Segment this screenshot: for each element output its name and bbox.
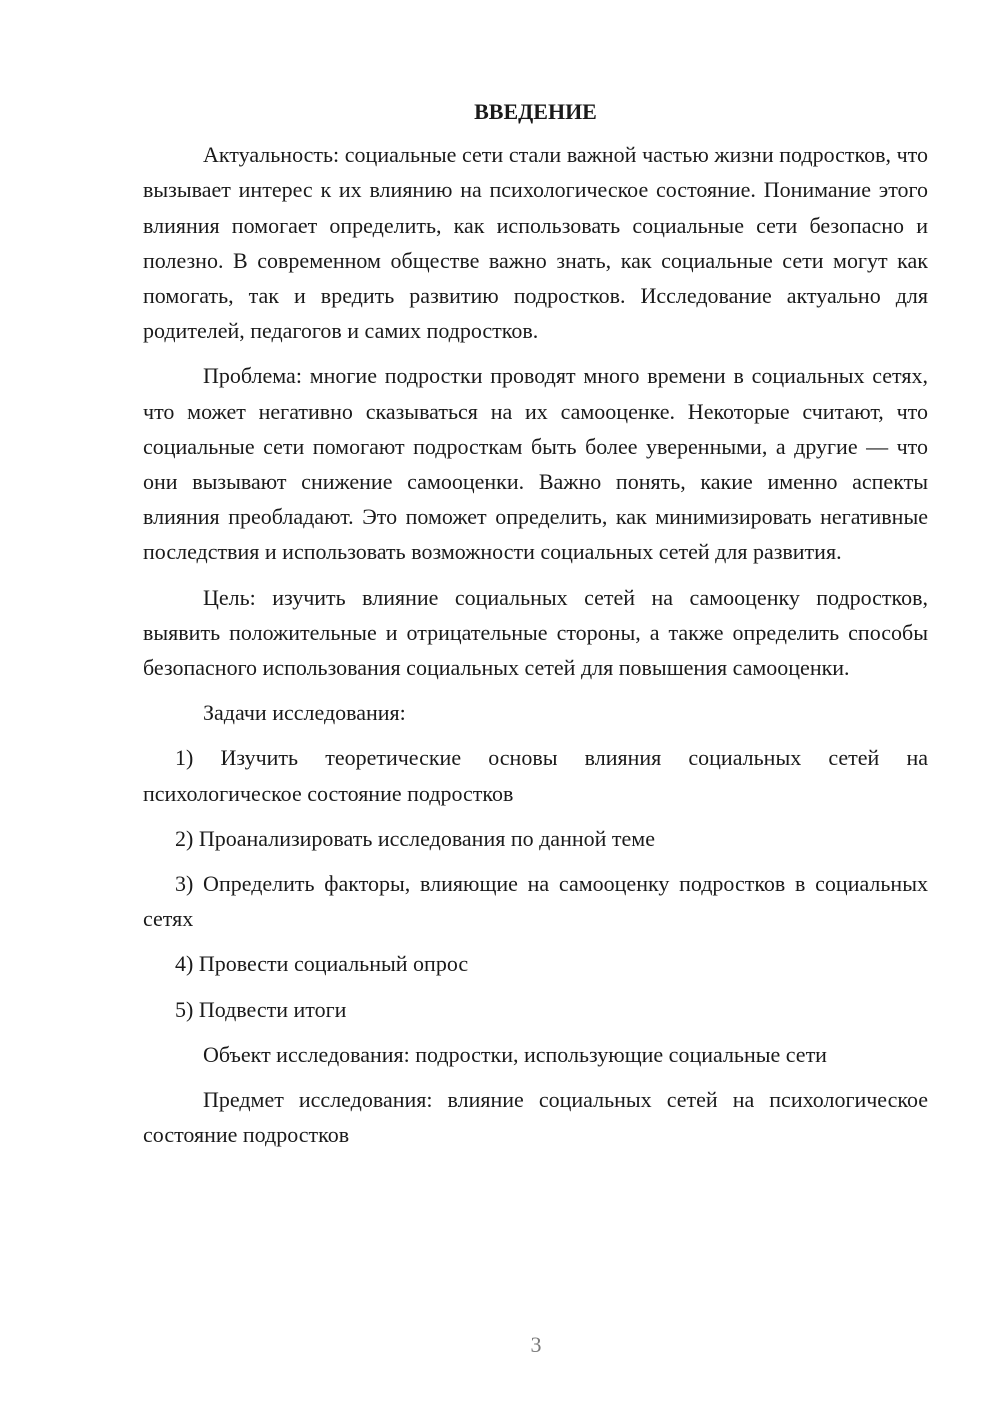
- tasks-heading: Задачи исследования:: [203, 700, 406, 726]
- page-number: 3: [530, 1332, 542, 1357]
- task-item-1: 1) Изучить теоретические основы влияния социальных сетей на психологическое состояние подростков: [143, 745, 928, 806]
- page-title: ВВЕДЕНИЕ: [474, 99, 597, 124]
- page-content: [143, 94, 928, 1152]
- paragraph-goal: Цель: изучить влияние социальных сетей на самооценку подростков, выявить положительные и отрицательные стороны, а также определить способы безопасного использования социальных сетей для повышения самооценки.: [143, 584, 928, 681]
- paragraph-relevance: Актуальность: социальные сети стали важной частью жизни подростков, что вызывает интерес к их влиянию на психологическое состояние. Понимание этого влияния помогает определить, как использовать социальные сети безопасно и полезно. В современном обществе важно знать, как социальные сети могут как помогать, так и вредить развитию подростков. Исследование актуально для родителей, педагогов и самих подростков.: [143, 142, 928, 344]
- task-item-2: 2) Проанализировать исследования по данной теме: [175, 825, 655, 851]
- paragraph-problem: Проблема: многие подростки проводят много времени в социальных сетях, что может негативно сказываться на их самооценке. Некоторые считают, что социальные сети помогают подросткам быть более уверенными, а другие — что они вызывают снижение самооценки. Важно понять, какие именно аспекты влияния преобладают. Это поможет определить, как минимизировать негативные последствия и использовать возможности социальных сетей для развития.: [143, 363, 928, 565]
- task-item-5: 5) Подвести итоги: [175, 996, 347, 1022]
- task-item-3: 3) Определить факторы, влияющие на самооценку подростков в социальных сетях: [143, 871, 928, 932]
- task-item-4: 4) Провести социальный опрос: [175, 951, 469, 977]
- paragraph-object: Объект исследования: подростки, использующие социальные сети: [203, 1041, 827, 1067]
- paragraph-subject: Предмет исследования: влияние социальных сетей на психологическое состояние подростков: [143, 1087, 928, 1148]
